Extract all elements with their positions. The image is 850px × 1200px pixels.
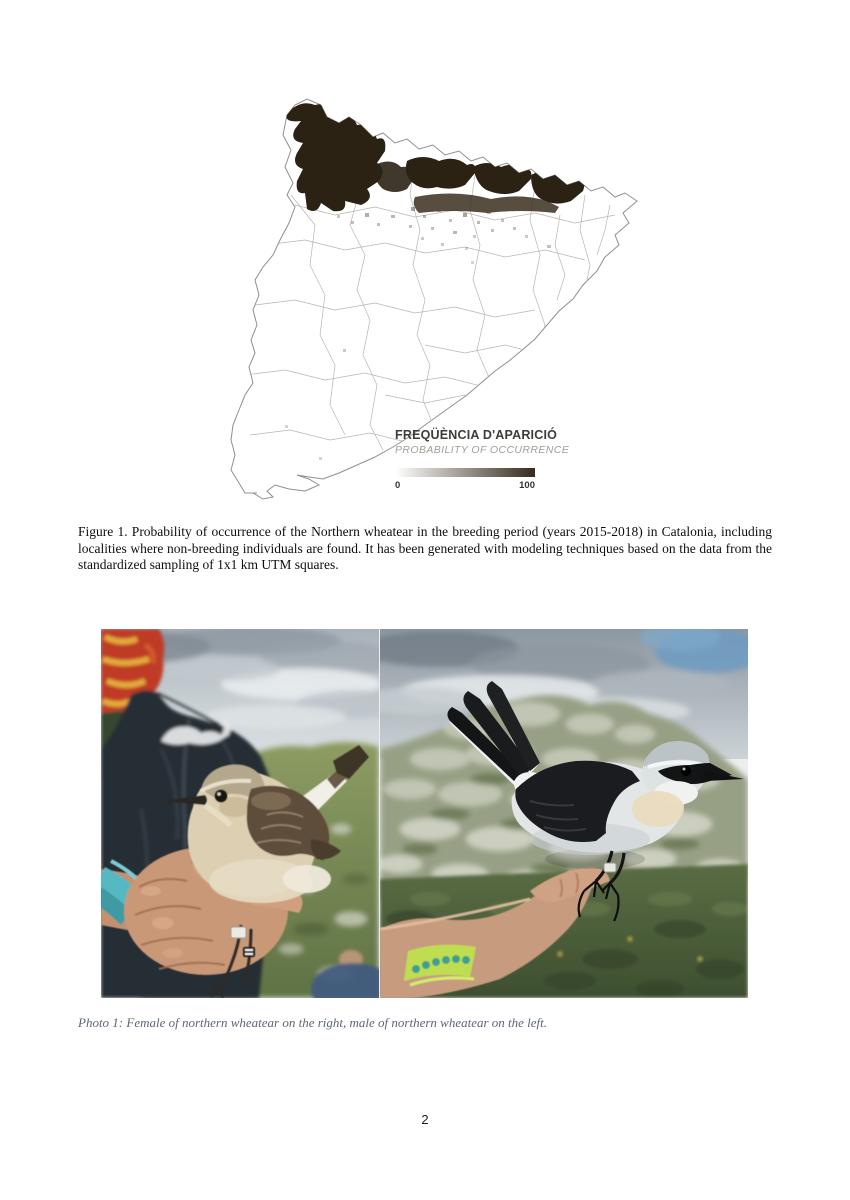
legend-scale-max: 100 [519, 480, 535, 491]
photo-right-male-wheatear [380, 629, 748, 998]
female-wheatear-photo [101, 629, 379, 998]
photo-left-female-wheatear [101, 629, 379, 998]
legend-scale-min: 0 [395, 480, 401, 491]
bird-eye [681, 766, 691, 776]
photo1-caption: Photo 1: Female of northern wheatear on the right, male of northern wheatear on the left. [78, 1015, 548, 1030]
metal-ring [604, 863, 616, 872]
legend-gradient-bar [395, 468, 535, 477]
map-legend [395, 428, 595, 491]
male-wheatear-photo [380, 629, 748, 998]
photo1-pair [101, 629, 748, 998]
legend-subtitle: PROBABILITY OF OCCURRENCE [395, 444, 570, 456]
legend-scale [395, 480, 535, 491]
bird-eye [215, 790, 228, 803]
striped-ring [243, 947, 255, 957]
figure1-caption: Figure 1. Probability of occurrence of the Northern wheatear in the breeding period (years 2015-2018) in Catalonia, including localities where non-breeding individuals are found. It has been generated with modeling techniques based on the data from the standardized sampling of 1x1 km UTM squares. [78, 524, 772, 573]
metal-ring [231, 927, 246, 938]
legend-title: FREQÜÈNCIA D'APARICIÓ [395, 428, 558, 442]
page-number: 2 [421, 1112, 429, 1127]
